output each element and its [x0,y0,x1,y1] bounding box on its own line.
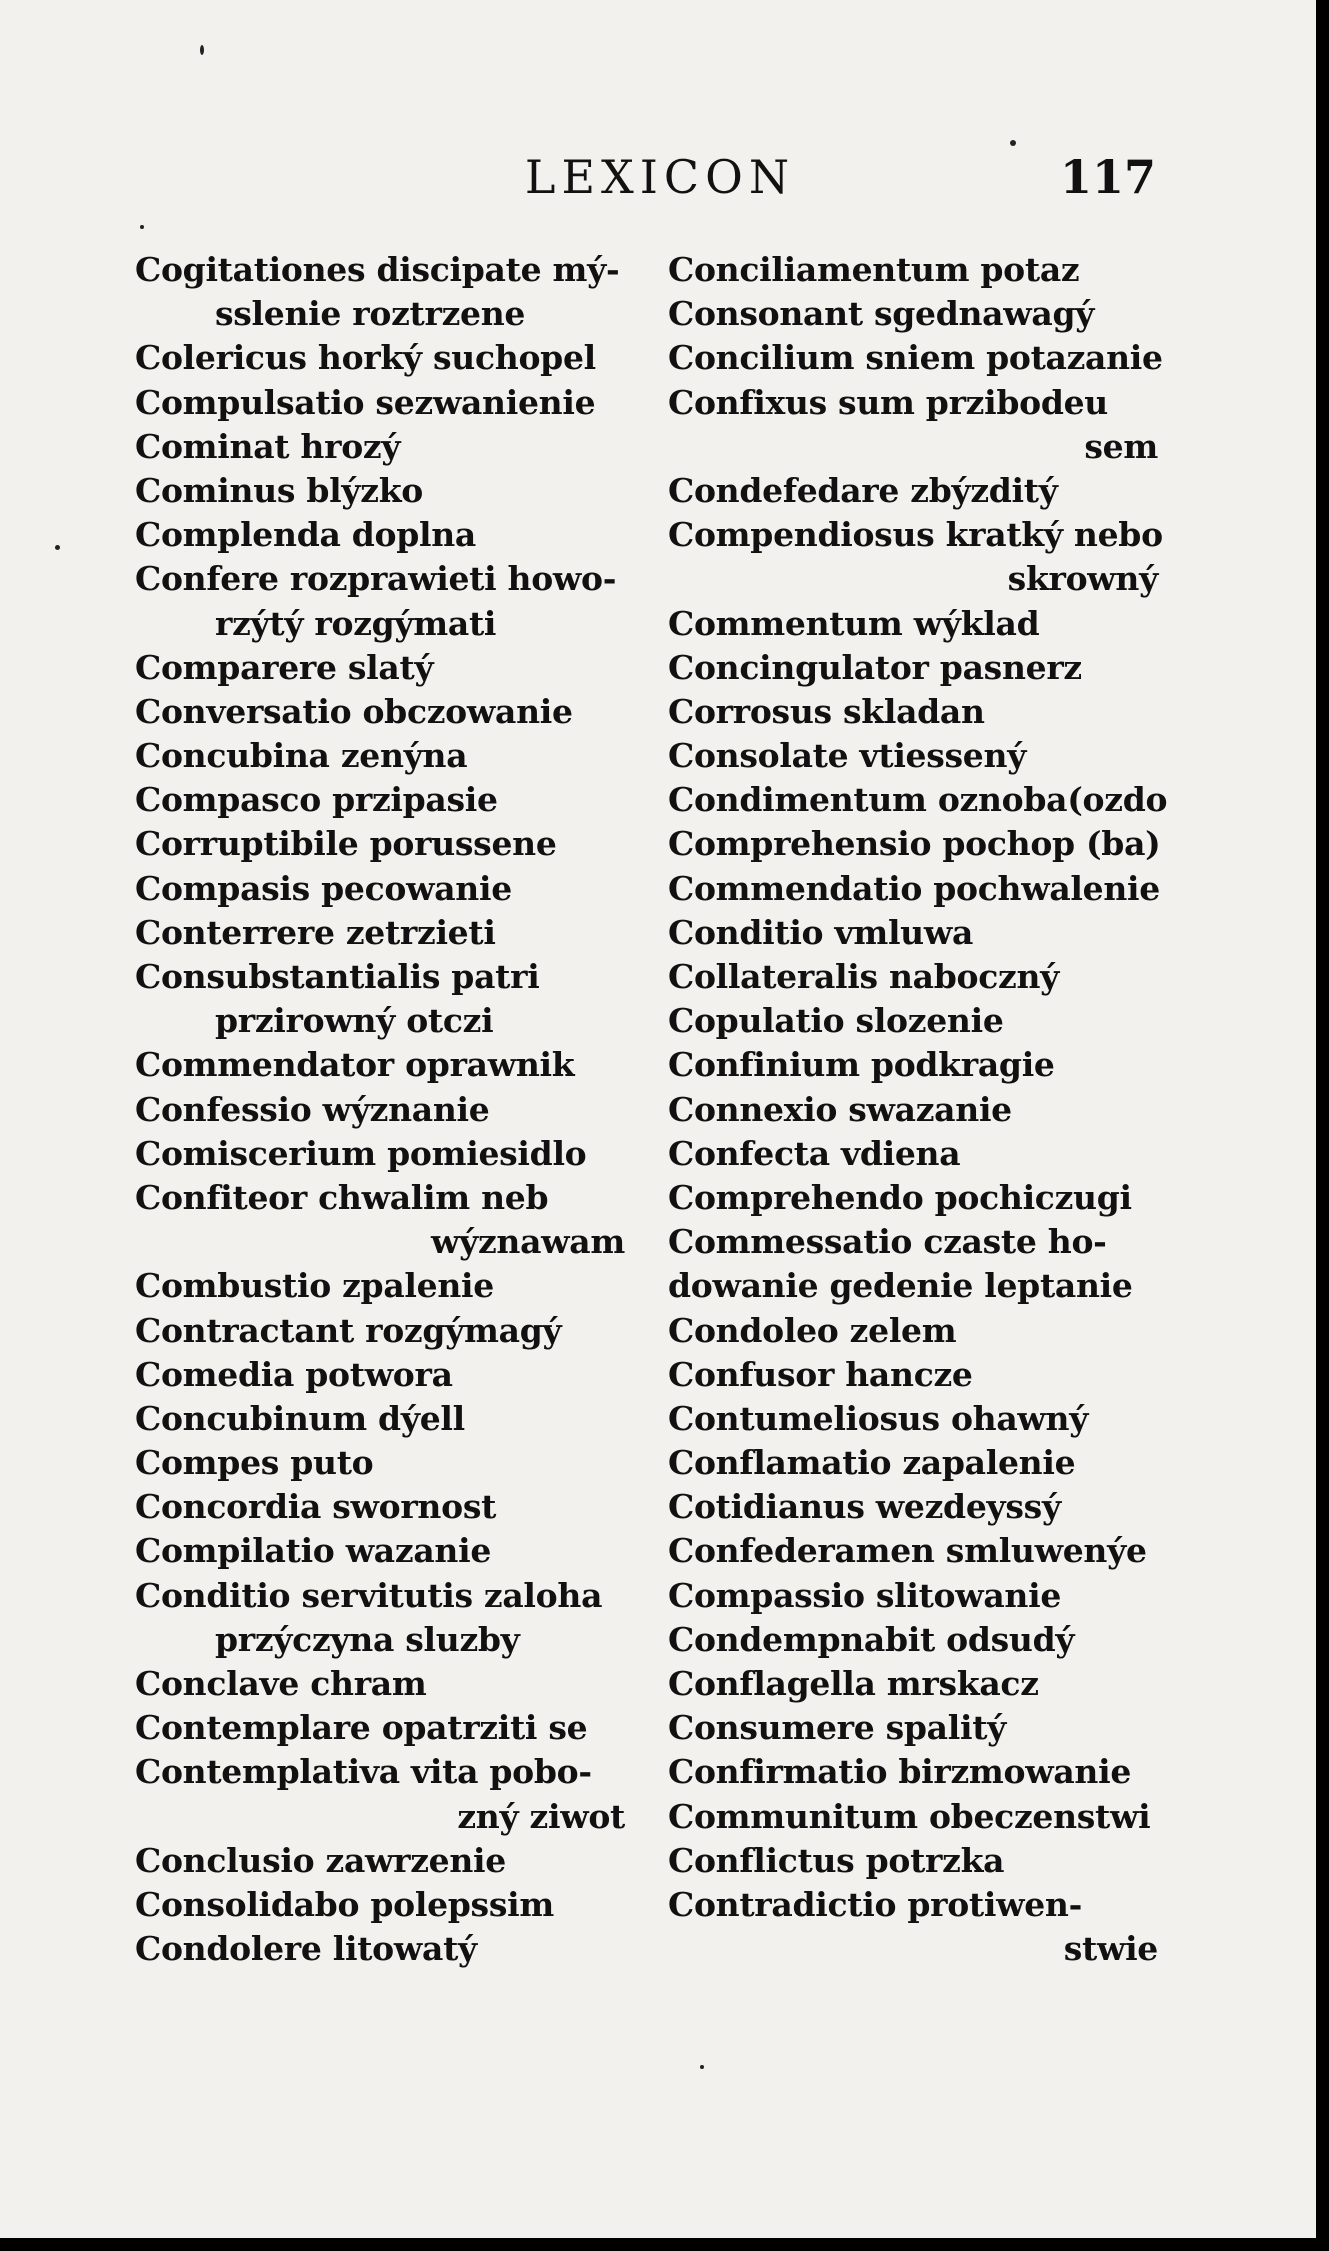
lexicon-entry: Contumeliosus ohawný [668,1398,1089,1438]
lexicon-entry: Commendator oprawnik [135,1045,575,1085]
lexicon-entry: Confinium podkragie [668,1045,1055,1085]
lexicon-entry: Confusor hancze [668,1354,973,1394]
lexicon-entry: Concordia swornost [135,1487,497,1527]
lexicon-entry: Connexio swazanie [668,1089,1012,1129]
lexicon-entry: Compasco przipasie [135,780,498,820]
lexicon-entry: Commendatio pochwalenie [668,868,1160,908]
lexicon-entry: Comedia potwora [135,1354,453,1394]
lexicon-entry: Comparere slatý [135,647,434,687]
lexicon-entry: Comprehendo pochiczugi [668,1177,1132,1217]
lexicon-entry: sem [1084,426,1158,466]
lexicon-entry: Commentum wýklad [668,603,1040,643]
lexicon-entry: dowanie gedenie leptanie [668,1266,1133,1306]
lexicon-entry: Corrosus skladan [668,691,985,731]
lexicon-entry: Compes puto [135,1443,374,1483]
lexicon-entry: Confessio wýznanie [135,1089,490,1129]
print-speck [55,545,60,550]
lexicon-entry: Confixus sum przibodeu [668,382,1108,422]
lexicon-entry: Collateralis naboczný [668,957,1060,996]
lexicon-entry: sslenie roztrzene [215,294,526,334]
lexicon-entry: Compilatio wazanie [135,1531,492,1571]
lexicon-entry: Colericus horký suchopel [135,338,596,378]
lexicon-entry: Conclave chram [135,1664,427,1703]
lexicon-entry: Contemplativa vita pobo- [135,1752,592,1792]
lexicon-entry: Condoleo zelem [668,1310,957,1350]
lexicon-entry: Commessatio czaste ho- [668,1222,1107,1262]
lexicon-entry: Confiteor chwalim neb [135,1177,549,1217]
lexicon-entry: Consubstantialis patri [135,957,540,996]
lexicon-entry: Copulatio slozenie [668,1001,1004,1041]
lexicon-entry: Compendiosus kratký nebo [668,515,1163,555]
lexicon-entry: Conterrere zetrzieti [135,912,496,952]
lexicon-entry: Concilium sniem potazanie [668,338,1163,378]
print-speck [140,225,144,229]
lexicon-entry: Conditio servitutis zaloha [135,1575,603,1615]
lexicon-entry: Consolidabo polepssim [135,1884,554,1924]
lexicon-entry: Combustio zpalenie [135,1266,494,1306]
lexicon-entry: Contractant rozgýmagý [135,1310,562,1350]
lexicon-entry: Compasis pecowanie [135,868,512,908]
lexicon-entry: Condolere litowatý [135,1929,477,1969]
lexicon-entry: Consonant sgednawagý [668,294,1095,334]
lexicon-entry: przirowný otczi [215,1001,494,1041]
lexicon-entry: Consolate vtiessený [668,736,1027,776]
print-speck [700,2065,704,2069]
print-speck [200,45,204,55]
lexicon-entry: Conflamatio zapalenie [668,1443,1076,1483]
lexicon-entry: Confirmatio birzmowanie [668,1752,1132,1792]
lexicon-entry: Consumere spalitý [668,1708,1007,1748]
lexicon-entry: Concubinum dýell [135,1398,465,1438]
lexicon-entry: stwie [1063,1929,1158,1969]
lexicon-entry: wýznawam [430,1222,625,1262]
lexicon-entry: Contradictio protiwen- [668,1884,1083,1924]
lexicon-entry: Conclusio zawrzenie [135,1840,506,1880]
lexicon-entry: Contemplare opatrziti se [135,1708,588,1748]
lexicon-entry: zný ziwot [457,1796,625,1836]
lexicon-entry: przýczyna sluzby [215,1619,520,1659]
lexicon-entry: Condempnabit odsudý [668,1619,1075,1659]
page-number: 117 [1059,150,1156,204]
lexicon-entry: Conflictus potrzka [668,1840,1005,1880]
lexicon-entry: Conditio vmluwa [668,912,974,952]
lexicon-entry: Conversatio obczowanie [135,691,573,731]
lexicon-entry: rzýtý rozgýmati [215,603,497,643]
lexicon-entry: Cominus blýzko [135,470,423,510]
lexicon-entry: Communitum obeczenstwi [668,1796,1151,1836]
lexicon-entry: Comiscerium pomiesidlo [135,1133,587,1173]
lexicon-entry: Cotidianus wezdeyssý [668,1487,1061,1527]
running-title: LEXICON [524,150,796,204]
lexicon-entry: Cogitationes discipate mý- [135,250,620,289]
lexicon-entry: Condimentum oznoba(ozdo [668,780,1168,820]
lexicon-entry: Compulsatio sezwanienie [135,382,596,422]
lexicon-entry: Confederamen smluwenýe [668,1531,1147,1571]
lexicon-entry: Compassio slitowanie [668,1575,1062,1615]
lexicon-entry: Condefedare zbýzditý [668,470,1058,510]
lexicon-entry: Conciliamentum potaz [668,250,1080,289]
lexicon-entry: Conflagella mrskacz [668,1664,1039,1703]
lexicon-entry: skrowný [1007,559,1158,599]
lexicon-entry: Corruptibile porussene [135,824,557,864]
print-speck [1010,140,1016,146]
lexicon-entry: Comprehensio pochop (ba) [668,824,1161,864]
lexicon-entry: Confecta vdiena [668,1133,961,1173]
lexicon-entry: Concingulator pasnerz [668,647,1082,687]
lexicon-entry: Concubina zenýna [135,736,468,776]
lexicon-entry: Cominat hrozý [135,426,401,466]
lexicon-entry: Confere rozprawieti howo- [135,559,617,599]
right-column [668,248,1168,1971]
lexicon-entry: Complenda doplna [135,515,477,555]
left-column [135,248,635,1971]
